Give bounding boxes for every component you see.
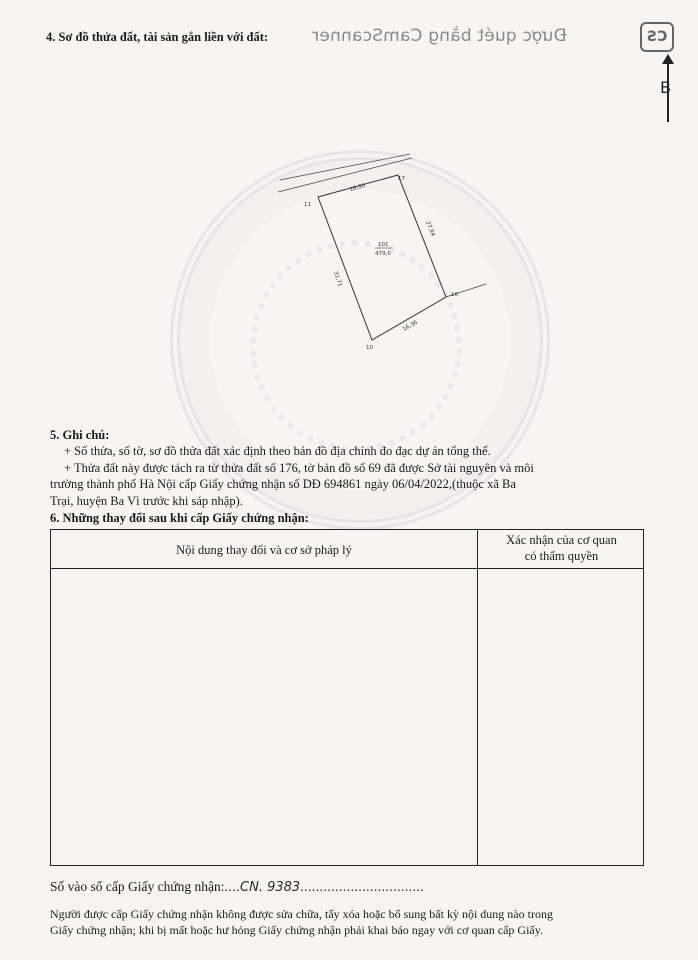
- registry-dots: ................................: [300, 879, 425, 894]
- edge-length-label: 18,00: [348, 183, 366, 193]
- registry-label: Số vào sổ cấp Giấy chứng nhận:: [50, 879, 225, 894]
- parcel-boundary: [318, 175, 446, 340]
- edge-length-label: 16,36: [402, 319, 419, 333]
- note-line: Trại, huyện Ba Vì trước khi sáp nhập).: [50, 494, 243, 508]
- parcel-plot-diagram: [260, 150, 500, 360]
- footer-notice: Người được cấp Giấy chứng nhận không được sửa chữa, tẩy xóa hoặc bổ sung bất kỳ nội dung nào trong: [50, 907, 553, 921]
- camscanner-logo-icon: CS: [640, 22, 674, 52]
- north-arrow-label: B: [660, 78, 671, 97]
- header-line: có thẩm quyền: [524, 549, 599, 563]
- road-line-top-2: [280, 154, 410, 180]
- note-line: + Số thửa, số tờ, sơ đồ thửa đất xác định theo bản đồ địa chính đo đạc dự án tổng thể.: [64, 444, 491, 458]
- changes-table: [50, 529, 644, 866]
- registry-number: [50, 879, 424, 895]
- notes-title: 5. Ghi chú:: [50, 428, 110, 442]
- table-column-divider: [477, 530, 478, 865]
- note-line: + Thửa đất này được tách ra từ thửa đất số 176, tờ bản đồ số 69 đã được Sở tài nguyên và môi: [64, 461, 534, 475]
- table-header-confirmation: [478, 532, 645, 564]
- changes-title: 6. Những thay đổi sau khi cấp Giấy chứng nhận:: [50, 511, 309, 525]
- point-label: 11: [304, 202, 311, 208]
- header-line: Xác nhận của cơ quan: [506, 533, 617, 547]
- edge-length-label: 27,94: [424, 220, 436, 238]
- footer-notice: Giấy chứng nhận; khi bị mất hoặc hư hỏng Giấy chứng nhận phải khai báo ngay với cơ quan cấp Giấy.: [50, 923, 543, 937]
- road-line-top: [278, 158, 412, 192]
- note-line: trường thành phố Hà Nội cấp Giấy chứng nhận số DĐ 694861 ngày 06/04/2022,(thuộc xã Ba: [50, 477, 516, 491]
- edge-length-label: 31,71: [332, 270, 343, 288]
- point-label: 17: [398, 176, 405, 182]
- section4-title: 4. Sơ đồ thửa đất, tài sản gắn liền với đất:: [46, 30, 269, 44]
- point-label: 10: [366, 345, 373, 351]
- point-label: 16: [451, 292, 458, 298]
- table-header-content: Nội dung thay đổi và cơ sở pháp lý: [176, 543, 352, 557]
- parcel-number: 101: [378, 242, 389, 248]
- parcel-area: 479,0: [375, 251, 391, 257]
- scanner-watermark: Được quét bằng CamScanner: [312, 26, 567, 46]
- table-header-divider: [51, 568, 643, 569]
- registry-dots: ....: [224, 879, 241, 894]
- registry-value: CN. 9383: [240, 880, 301, 895]
